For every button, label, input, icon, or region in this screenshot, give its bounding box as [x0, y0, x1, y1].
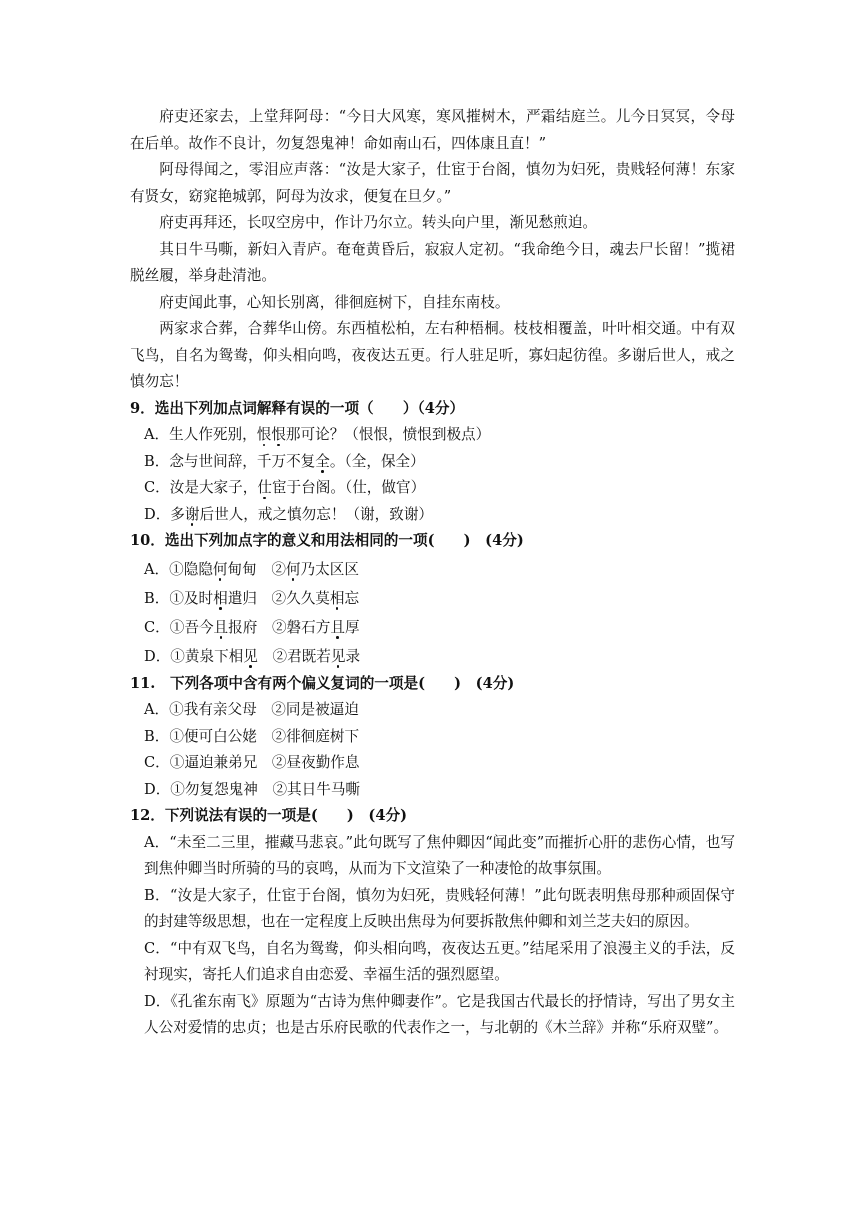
document-page — [130, 104, 735, 1042]
question-9 — [130, 396, 735, 529]
option-c: C．“中有双飞鸟，自名为鸳鸯，仰头相向鸣，夜夜达五更。”结尾采用了浪漫主义的手法，反衬现实，寄托人们追求自由恋爱、幸福生活的强烈愿望。 — [144, 939, 735, 983]
passage-paragraph: 两家求合葬，合葬华山傍。东西植松柏，左右种梧桐。枝枝相覆盖，叶叶相交通。中有双飞鸟，自名为鸳鸯，仰头相向鸣，夜夜达五更。行人驻足听，寡妇起彷徨。多谢后世人，戒之慎勿忘！ — [130, 320, 735, 390]
option-c — [130, 613, 735, 642]
option-a: A．①我有亲父母 ②同是被逼迫 — [144, 701, 359, 718]
passage-paragraph: 府吏闻此事，心知长别离，徘徊庭树下，自挂东南枝。 — [159, 293, 510, 311]
option-text: 后世人，戒之慎勿忘！（谢，致谢） — [199, 505, 434, 523]
option-text: A．①隐隐 — [144, 560, 213, 578]
option-c: C．①逼迫兼弟兄 ②昼夜勤作息 — [144, 754, 360, 771]
option-b — [130, 449, 735, 476]
question-title: 10．选出下列加点字的意义和用法相同的一项( ) (4分) — [130, 532, 524, 549]
option-text: 乃太区区 — [300, 560, 359, 578]
option-text: D．多 — [144, 505, 185, 523]
dotted-char: 恨 — [271, 426, 286, 443]
option-text: 宦于台阁。（仕，做官） — [271, 479, 426, 496]
dotted-char: 相 — [329, 589, 345, 607]
question-title: 12．下列说法有误的一项是( ) (4分) — [130, 807, 407, 824]
dotted-char: 谢 — [184, 505, 200, 523]
option-text: B．①及时 — [144, 589, 214, 607]
option-text: C．①吾今 — [144, 618, 214, 636]
option-c — [130, 475, 735, 502]
dotted-char: 见 — [243, 647, 258, 665]
option-text: B．念与世间辞，千万不复 — [144, 452, 316, 470]
option-text: 录 — [345, 647, 361, 665]
dotted-char: 见 — [330, 647, 346, 665]
option-a — [130, 422, 735, 449]
option-d: D．①勿复怨鬼神 ②其日牛马嘶 — [144, 780, 361, 798]
option-b: B．①便可白公姥 ②徘徊庭树下 — [144, 727, 360, 745]
question-11 — [130, 671, 735, 804]
passage-paragraph: 阿母得闻之，零泪应声落：“汝是大家子，仕宦于台阁，慎勿为妇死，贵贱轻何薄！东家有贤女，窈窕艳城郭，阿母为汝求，便复在旦夕。” — [130, 161, 735, 205]
option-a: A．“未至二三里，摧藏马悲哀。”此句既写了焦仲卿因“闻此变”而摧折心肝的悲伤心情，也写到焦仲卿当时所骑的马的哀鸣，从而为下文渲染了一种凄怆的故事氛围。 — [144, 833, 735, 877]
passage-paragraph: 其日牛马嘶，新妇入青庐。奄奄黄昏后，寂寂人定初。“我命绝今日，魂去尸长留！”揽裙脱丝履，举身赴清池。 — [130, 240, 735, 284]
poem-passage — [130, 104, 735, 396]
dotted-char: 何 — [212, 560, 228, 578]
option-text: D．①黄泉下相 — [144, 647, 244, 665]
option-text: 厚 — [344, 618, 360, 636]
option-b — [130, 584, 735, 613]
question-title: 9．选出下列加点词解释有误的一项（ ）（4分） — [130, 399, 465, 417]
option-text: 报府 ②磐石方 — [228, 618, 331, 636]
dotted-char: 相 — [213, 589, 228, 607]
question-10 — [130, 528, 735, 671]
dotted-char: 恨 — [256, 426, 272, 443]
dotted-char: 何 — [285, 560, 301, 578]
option-text: 忘 — [344, 589, 360, 607]
option-text: 甸甸 ② — [227, 560, 286, 578]
option-text: A．生人作死别， — [144, 426, 257, 443]
option-text: ②君既若 — [257, 647, 331, 665]
question-title: 11. 下列各项中含有两个偏义复词的一项是( ) (4分) — [130, 674, 515, 692]
dotted-char: 仕 — [257, 479, 272, 496]
option-text: 那可论？（恨恨，愤恨到极点） — [285, 426, 491, 443]
option-d — [130, 642, 735, 671]
option-text: 遣归 ②久久莫 — [227, 589, 330, 607]
option-text: 。（全，保全） — [329, 452, 425, 470]
option-d — [130, 502, 735, 529]
option-a — [130, 555, 735, 584]
dotted-char: 且 — [213, 618, 229, 636]
option-b: B．“汝是大家子，仕宦于台阁，慎勿为妇死，贵贱轻何薄！”此句既表明焦母那种顽固保守的封建等级思想，也在一定程度上反映出焦母为何要拆散焦仲卿和刘兰芝夫妇的原因。 — [144, 886, 735, 930]
option-text: C．汝是大家子， — [144, 479, 258, 496]
question-12 — [130, 803, 735, 1042]
option-d: D．《孔雀东南飞》原题为“古诗为焦仲卿妻作”。它是我国古代最长的抒情诗，写出了男女主人公对爱情的忠贞；也是古乐府民歌的代表作之一，与北朝的《木兰辞》并称“乐府双璧”。 — [144, 992, 735, 1036]
dotted-char: 全 — [315, 452, 330, 470]
dotted-char: 且 — [330, 618, 345, 636]
passage-paragraph: 府吏还家去，上堂拜阿母：“今日大风寒，寒风摧树木，严霜结庭兰。儿今日冥冥，令母在后单。故作不良计，勿复怨鬼神！命如南山石，四体康且直！” — [130, 108, 735, 152]
passage-paragraph: 府吏再拜还，长叹空房中，作计乃尔立。转头向户里，渐见愁煎迫。 — [159, 214, 598, 231]
